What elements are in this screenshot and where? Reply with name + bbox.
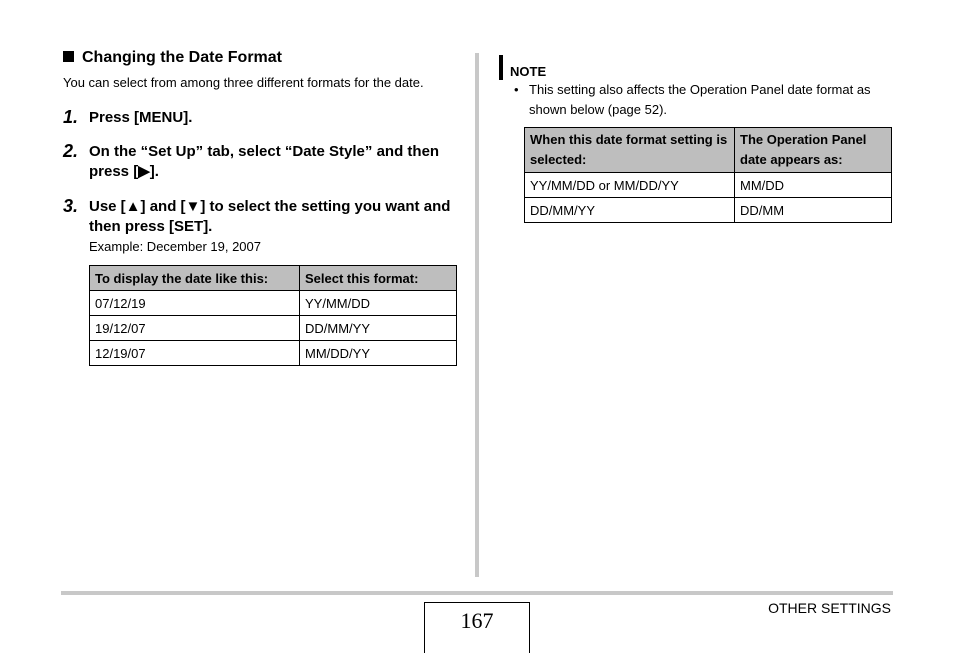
date-format-table (89, 265, 457, 366)
table-cell: MM/DD/YY (300, 341, 457, 366)
table-row (90, 291, 457, 316)
bullet-icon: • (514, 82, 519, 97)
table-cell: DD/MM (735, 198, 892, 223)
table-header-cell: The Operation Panel date appears as: (735, 128, 892, 173)
table-header-cell: Select this format: (300, 266, 457, 291)
note-bar-icon (499, 55, 503, 80)
operation-panel-table (524, 127, 892, 223)
table-cell: 12/19/07 (90, 341, 300, 366)
table-header-cell: To display the date like this: (90, 266, 300, 291)
table-cell: 19/12/07 (90, 316, 300, 341)
table-cell: MM/DD (735, 173, 892, 198)
table-header-row (525, 128, 892, 173)
column-divider (475, 53, 479, 577)
footer-section-name: OTHER SETTINGS (768, 600, 891, 616)
table-row (525, 173, 892, 198)
table-cell: YY/MM/DD (300, 291, 457, 316)
note-item (514, 80, 894, 120)
table-cell: YY/MM/DD or MM/DD/YY (525, 173, 735, 198)
table-cell: 07/12/19 (90, 291, 300, 316)
square-bullet-icon (63, 51, 74, 62)
table-cell: DD/MM/YY (525, 198, 735, 223)
table-header-row (90, 266, 457, 291)
table-header-cell: When this date format setting is selected: (525, 128, 735, 173)
page-number: 167 (460, 608, 494, 633)
section-title-text: Changing the Date Format (82, 49, 283, 66)
table-cell: DD/MM/YY (300, 316, 457, 341)
step-text: On the “Set Up” tab, select “Date Style” and then press [▶]. (89, 143, 440, 180)
step-number: 3. (63, 196, 79, 216)
step-number: 1. (63, 107, 79, 127)
section-title (63, 49, 282, 67)
step-1 (63, 108, 458, 128)
step-3 (63, 197, 458, 237)
note-title: NOTE (510, 64, 547, 79)
table-row (90, 316, 457, 341)
example-text: Example: December 19, 2007 (89, 239, 261, 254)
note-text: This setting also affects the Operation Panel date format as shown below (page 52). (529, 82, 871, 117)
table-row (525, 198, 892, 223)
footer-rule (61, 591, 893, 595)
table-row (90, 341, 457, 366)
step-2 (63, 142, 458, 182)
step-number: 2. (63, 141, 79, 161)
step-text: Use [▲] and [▼] to select the setting you want and then press [SET]. (89, 198, 451, 235)
section-intro: You can select from among three different formats for the date. (63, 75, 424, 90)
step-text: Press [MENU]. (89, 109, 193, 126)
